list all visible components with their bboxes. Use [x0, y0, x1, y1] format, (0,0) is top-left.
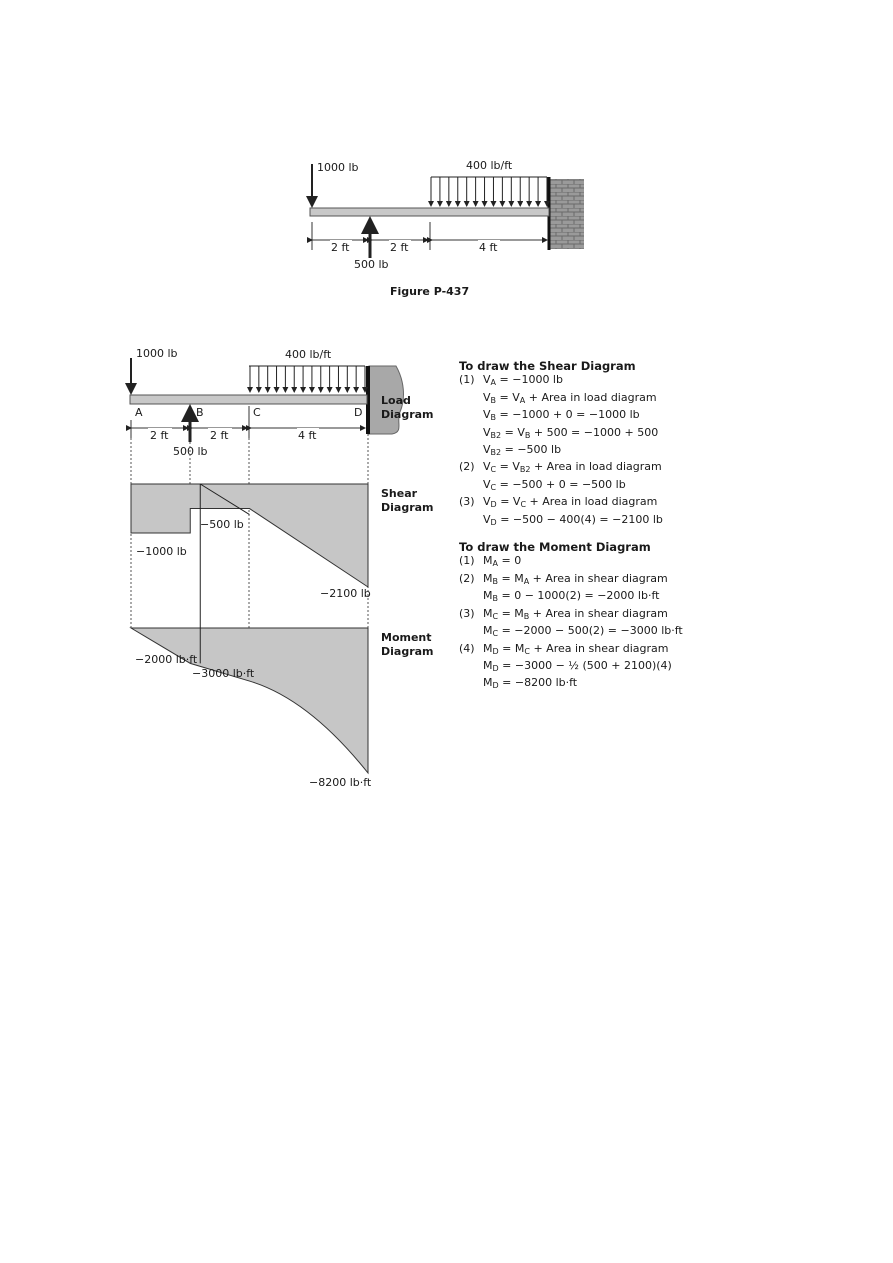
point-load-label-top: 1000 lb	[317, 161, 359, 174]
dim-label-2-top: 2 ft	[390, 241, 409, 254]
solution-panel	[459, 359, 759, 694]
point-c-label: C	[253, 406, 261, 419]
shear-value-b: −500 lb	[200, 518, 244, 531]
solution-step: (1) $V_A = -1000$ lb	[459, 373, 563, 388]
load-diagram	[130, 347, 434, 458]
dim-label-3: 4 ft	[298, 429, 317, 442]
wall-top	[550, 179, 584, 249]
shear-diagram-title-2: Diagram	[381, 501, 434, 514]
dim-label-3-top: 4 ft	[479, 241, 498, 254]
distributed-load-label: 400 lb/ft	[285, 348, 332, 361]
reaction-label-top: 500 lb	[354, 258, 389, 271]
distributed-load-label-top: 400 lb/ft	[466, 159, 513, 172]
moment-value-d: −8200 lb·ft	[309, 776, 372, 789]
point-a-label: A	[135, 406, 143, 419]
solution-step: (2) $M_B = M_A$ + Area in shear diagram	[459, 571, 668, 586]
moment-area	[131, 628, 368, 773]
solution-step: $V_{B2} = V_B + 500 = -1000 + 500$	[483, 425, 659, 440]
dim-label-1: 2 ft	[150, 429, 169, 442]
solution-step: (3) $V_D = V_C$ + Area in load diagram	[459, 495, 658, 510]
solution-step: (2) $V_C = V_{B2}$ + Area in load diagram	[459, 460, 662, 475]
solution-step: $V_D = -500 - 400(4) = -2100$ lb	[483, 512, 663, 527]
shear-solution-steps	[459, 373, 759, 530]
shear-diagram	[131, 484, 434, 600]
solution-step: $M_D = -8200$ lb·ft	[483, 676, 578, 691]
beam-top	[310, 208, 549, 216]
solution-step: $V_B = V_A$ + Area in load diagram	[483, 390, 657, 405]
moment-diagram-title-2: Diagram	[381, 645, 434, 658]
solution-step: $M_B = 0 - 1000(2) = -2000$ lb·ft	[483, 589, 660, 604]
moment-value-c: −3000 lb·ft	[192, 667, 255, 680]
solution-step: $V_{B2} = -500$ lb	[483, 443, 562, 458]
solution-step: $M_D = -3000$ − ½ (500 + 2100)(4)	[483, 658, 672, 673]
load-diagram-title-2: Diagram	[381, 408, 434, 421]
point-b-label: B	[196, 406, 204, 419]
solution-step: $V_C = -500 + 0 = -500$ lb	[483, 477, 626, 492]
solution-step: (3) $M_C = M_B$ + Area in shear diagram	[459, 606, 668, 621]
beam	[130, 395, 367, 404]
solution-step: $M_C = -2000 - 500(2) = -3000$ lb·ft	[483, 624, 683, 639]
point-d-label: D	[354, 406, 363, 419]
solution-step: (1) $M_A = 0$	[459, 554, 522, 569]
load-diagram-title-1: Load	[381, 394, 411, 407]
solution-step: (4) $M_D = M_C$ + Area in shear diagram	[459, 641, 669, 656]
reaction-label: 500 lb	[173, 445, 208, 458]
moment-value-b: −2000 lb·ft	[135, 653, 198, 666]
shear-value-d: −2100 lb	[320, 587, 371, 600]
dim-label-1-top: 2 ft	[331, 241, 350, 254]
distributed-load-arrows-top	[431, 177, 547, 206]
shear-value-a: −1000 lb	[136, 545, 187, 558]
dim-label-2: 2 ft	[210, 429, 229, 442]
distributed-load-arrows	[250, 366, 365, 392]
moment-diagram-title-1: Moment	[381, 631, 432, 644]
figure-caption: Figure P-437	[390, 285, 470, 298]
shear-diagram-title-1: Shear	[381, 487, 418, 500]
moment-solution-steps	[459, 554, 759, 693]
shear-solution-title: To draw the Shear Diagram	[459, 359, 636, 373]
moment-solution-title: To draw the Moment Diagram	[459, 540, 651, 555]
point-load-label: 1000 lb	[136, 347, 178, 360]
solution-step: $V_B = -1000 + 0 = -1000$ lb	[483, 408, 640, 423]
figure-p437	[310, 159, 584, 298]
